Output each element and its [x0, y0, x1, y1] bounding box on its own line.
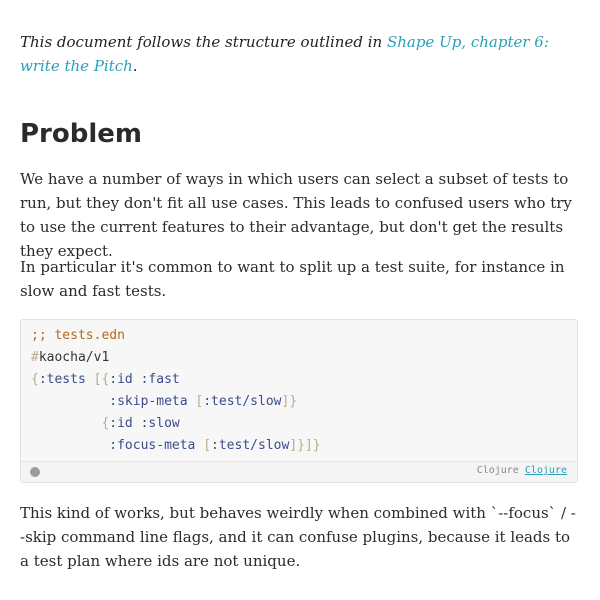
- code-keyword: :focus-meta: [109, 438, 196, 453]
- shape-up-link[interactable]: Shape Up, chapter 6: write the Pitch: [20, 33, 549, 75]
- intro-text: This document follows the structure outlined in: [20, 33, 387, 51]
- code-keyword: :id: [109, 416, 133, 431]
- code-keyword: :test/slow: [203, 394, 282, 409]
- code-tag-hash: #: [31, 350, 39, 365]
- code-punct: [: [85, 372, 102, 387]
- code-keyword: :fast: [132, 372, 180, 387]
- code-keyword: :skip-meta: [109, 394, 188, 409]
- intro-note: [20, 30, 580, 78]
- code-keyword: :tests: [38, 372, 86, 387]
- code-keyword: :id: [109, 372, 133, 387]
- code-content: [31, 325, 321, 457]
- code-punct: {: [101, 372, 110, 387]
- window-dot-icon: [30, 467, 40, 477]
- language-link[interactable]: Clojure: [524, 465, 567, 476]
- code-punct: [: [187, 394, 204, 409]
- language-label: Clojure: [476, 465, 519, 476]
- code-punct: ]}: [281, 394, 298, 409]
- code-footer: [21, 461, 577, 482]
- intro-period: .: [132, 57, 138, 75]
- code-punct: [: [195, 438, 212, 453]
- problem-paragraph-1: We have a number of ways in which users can select a subset of tests to run, but they don't fit all use cases. This leads to confused users who try to use the current features to their advantage, but don't get the results they expect.: [20, 170, 572, 260]
- code-punct: ]}]}: [289, 438, 321, 453]
- problem-paragraph-3: This kind of works, but behaves weirdly when combined with `--focus` / --skip command line flags, and it can confuse plugins, because it leads to a test plan where ids are not unique.: [20, 504, 576, 570]
- code-comment: ;; tests.edn: [31, 328, 125, 343]
- code-punct: {: [101, 416, 110, 431]
- code-punct: {: [31, 372, 39, 387]
- section-heading: Problem: [20, 119, 142, 149]
- code-block: [20, 319, 578, 483]
- code-tag-name: kaocha/v1: [38, 350, 110, 365]
- code-language: [477, 465, 567, 476]
- problem-paragraph-2: In particular it's common to want to split up a test suite, for instance in slow and fast tests.: [20, 258, 565, 300]
- code-keyword: :slow: [132, 416, 180, 431]
- code-keyword: :test/slow: [211, 438, 290, 453]
